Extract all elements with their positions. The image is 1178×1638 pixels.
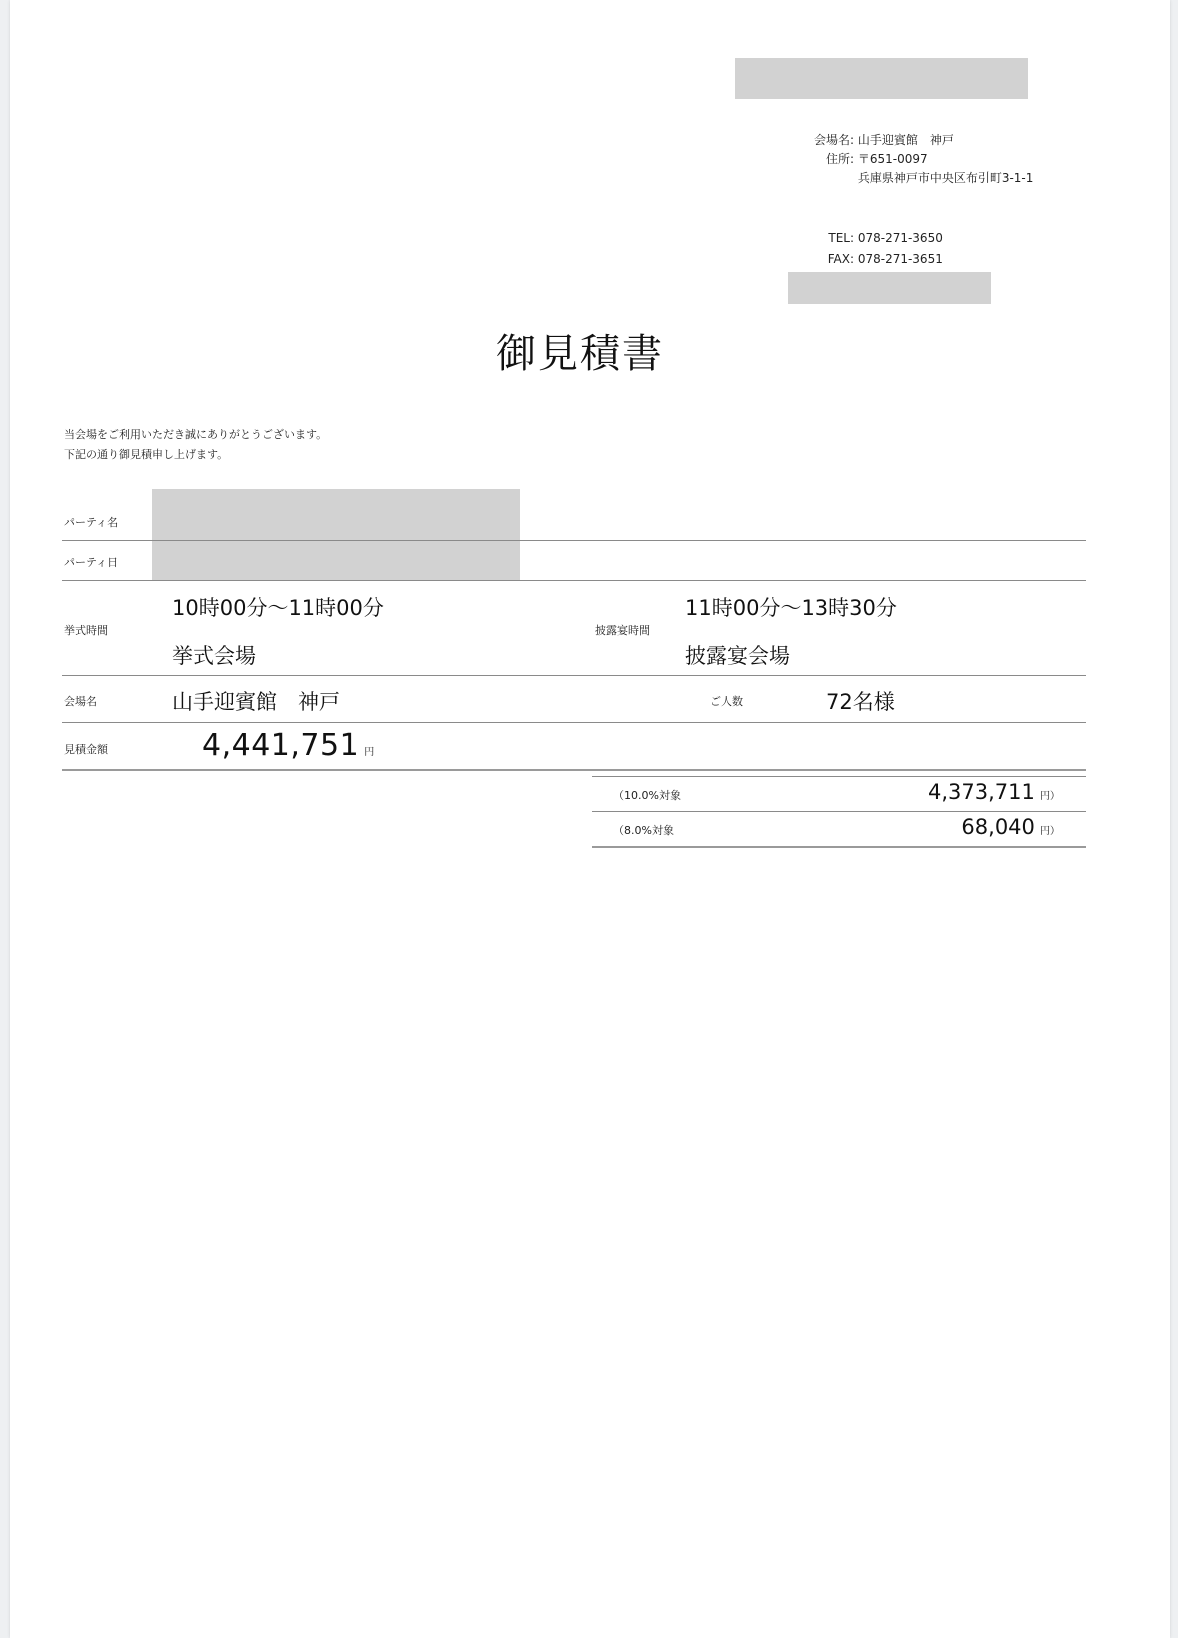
tel-value: 078-271-3650 (857, 231, 943, 245)
guests-count: 72名様 (826, 690, 895, 714)
party-date-label: パーティ日 (64, 556, 119, 569)
venue-address-row (790, 150, 1033, 169)
estimate-document (10, 0, 1170, 1638)
venue-label: 会場名 (64, 695, 97, 708)
party-name-label: パーティ名 (64, 516, 119, 529)
tax-10-unit: 円） (1040, 791, 1060, 802)
estimate-amount: 4,441,751 (202, 728, 360, 763)
venue-name: 山手迎賓館 神戸 (172, 690, 340, 714)
tax-8-amount-group (961, 815, 1060, 839)
divider-venue (62, 722, 1086, 723)
tax-breakdown-top-rule (592, 776, 1086, 777)
tax-8-amount: 68,040 (961, 815, 1035, 839)
tax-8-divider (592, 846, 1086, 848)
redacted-contact (788, 272, 991, 304)
fax-label: FAX: (827, 252, 854, 266)
tax-8-unit: 円） (1040, 826, 1060, 837)
estimate-label: 見積金額 (64, 743, 108, 756)
reception-time-label: 披露宴時間 (595, 624, 650, 637)
divider-party-name (62, 540, 1086, 541)
estimate-amount-group (202, 728, 374, 763)
fax-value: 078-271-3651 (857, 252, 943, 266)
tel-label: TEL: (828, 231, 854, 245)
document-title: 御見積書 (496, 331, 664, 377)
venue-postal: 〒651-0097 (857, 152, 928, 166)
reception-time: 11時00分～13時30分 (685, 596, 897, 620)
greeting-line-1: 当会場をご利用いただき誠にありがとうございます。 (64, 428, 328, 441)
venue-name-row (790, 131, 1033, 150)
divider-party-date (62, 580, 1086, 581)
greeting-line-2: 下記の通り御見積申し上げます。 (64, 448, 229, 461)
redacted-party-info (152, 489, 520, 581)
venue-address-line (790, 169, 1033, 188)
guests-label: ご人数 (710, 695, 743, 708)
divider-times (62, 675, 1086, 676)
divider-estimate (62, 769, 1086, 771)
venue-address: 兵庫県神戸市中央区布引町3-1-1 (857, 171, 1034, 185)
reception-venue: 披露宴会場 (685, 644, 790, 668)
ceremony-time: 10時00分～11時00分 (172, 596, 384, 620)
tax-10-label: （10.0%対象 (613, 789, 681, 802)
greeting-text (64, 425, 327, 465)
ceremony-venue: 挙式会場 (172, 644, 256, 668)
venue-address-label: 住所: (825, 152, 854, 166)
tax-10-divider (592, 811, 1086, 812)
venue-name-value: 山手迎賓館 神戸 (857, 133, 954, 147)
redacted-company-name (735, 58, 1028, 99)
venue-info-block (790, 131, 1033, 188)
ceremony-time-label: 挙式時間 (64, 624, 108, 637)
venue-phone-block (790, 228, 943, 270)
tax-8-label: （8.0%対象 (613, 824, 674, 837)
fax-row (790, 249, 943, 270)
venue-name-label: 会場名: (813, 133, 854, 147)
tel-row (790, 228, 943, 249)
estimate-unit: 円 (364, 747, 375, 758)
tax-10-amount: 4,373,711 (928, 780, 1035, 804)
tax-10-amount-group (928, 780, 1060, 804)
